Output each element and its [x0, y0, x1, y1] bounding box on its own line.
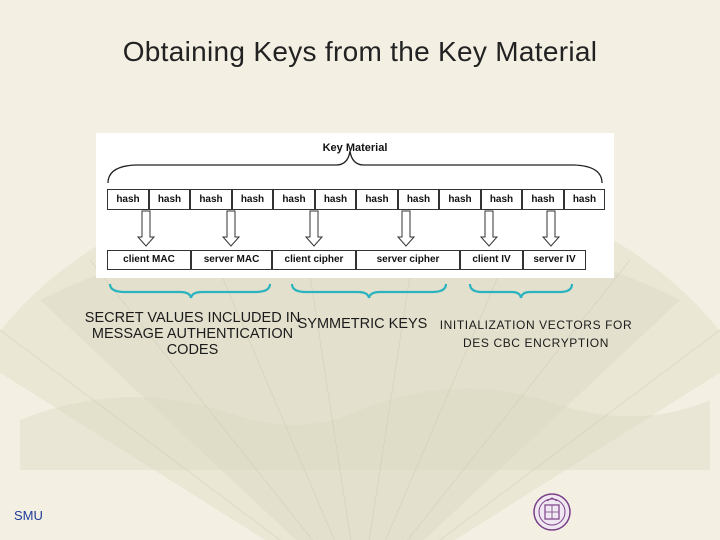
- caption-symmetric-keys: SYMMETRIC KEYS: [297, 316, 428, 332]
- brace-cipher: [292, 284, 446, 298]
- brace-iv: [470, 284, 572, 298]
- key-cell-server-iv: server IV: [523, 250, 586, 270]
- footer-smu: SMU: [14, 508, 43, 523]
- hash-cell: hash: [232, 189, 273, 210]
- key-material-label: Key Material: [322, 142, 388, 154]
- caption-initialization-vectors: INITIALIZATION VECTORS FOR DES CBC ENCRYPTION: [439, 318, 633, 350]
- arrow-client-mac: [138, 211, 154, 246]
- arrow-client-iv: [481, 211, 497, 246]
- arrow-server-mac: [223, 211, 239, 246]
- hash-cell: hash: [107, 189, 149, 210]
- slide-title: Obtaining Keys from the Key Material: [122, 36, 598, 67]
- key-cell-client-mac: client MAC: [107, 250, 191, 270]
- caption-secret-values: SECRET VALUES INCLUDED IN MESSAGE AUTHENTICATION CODES: [84, 310, 301, 358]
- hash-cell: hash: [190, 189, 232, 210]
- key-cell-server-cipher: server cipher: [356, 250, 460, 270]
- hash-cell: hash: [522, 189, 564, 210]
- key-cell-client-cipher: client cipher: [272, 250, 356, 270]
- hash-cell: hash: [564, 189, 605, 210]
- hash-cell: hash: [398, 189, 439, 210]
- university-seal-logo: [533, 492, 571, 532]
- grouping-braces: [0, 280, 720, 300]
- hash-cell: hash: [149, 189, 190, 210]
- key-cell-server-mac: server MAC: [191, 250, 272, 270]
- hash-cell: hash: [439, 189, 481, 210]
- hash-cell: hash: [481, 189, 522, 210]
- brace-mac: [110, 284, 270, 298]
- hash-cell: hash: [315, 189, 356, 210]
- arrow-server-cipher: [398, 211, 414, 246]
- hash-cell: hash: [273, 189, 315, 210]
- arrow-client-cipher: [306, 211, 322, 246]
- key-material-diagram: [96, 133, 614, 278]
- hash-cell: hash: [356, 189, 398, 210]
- key-cell-client-iv: client IV: [460, 250, 523, 270]
- arrow-server-iv: [543, 211, 559, 246]
